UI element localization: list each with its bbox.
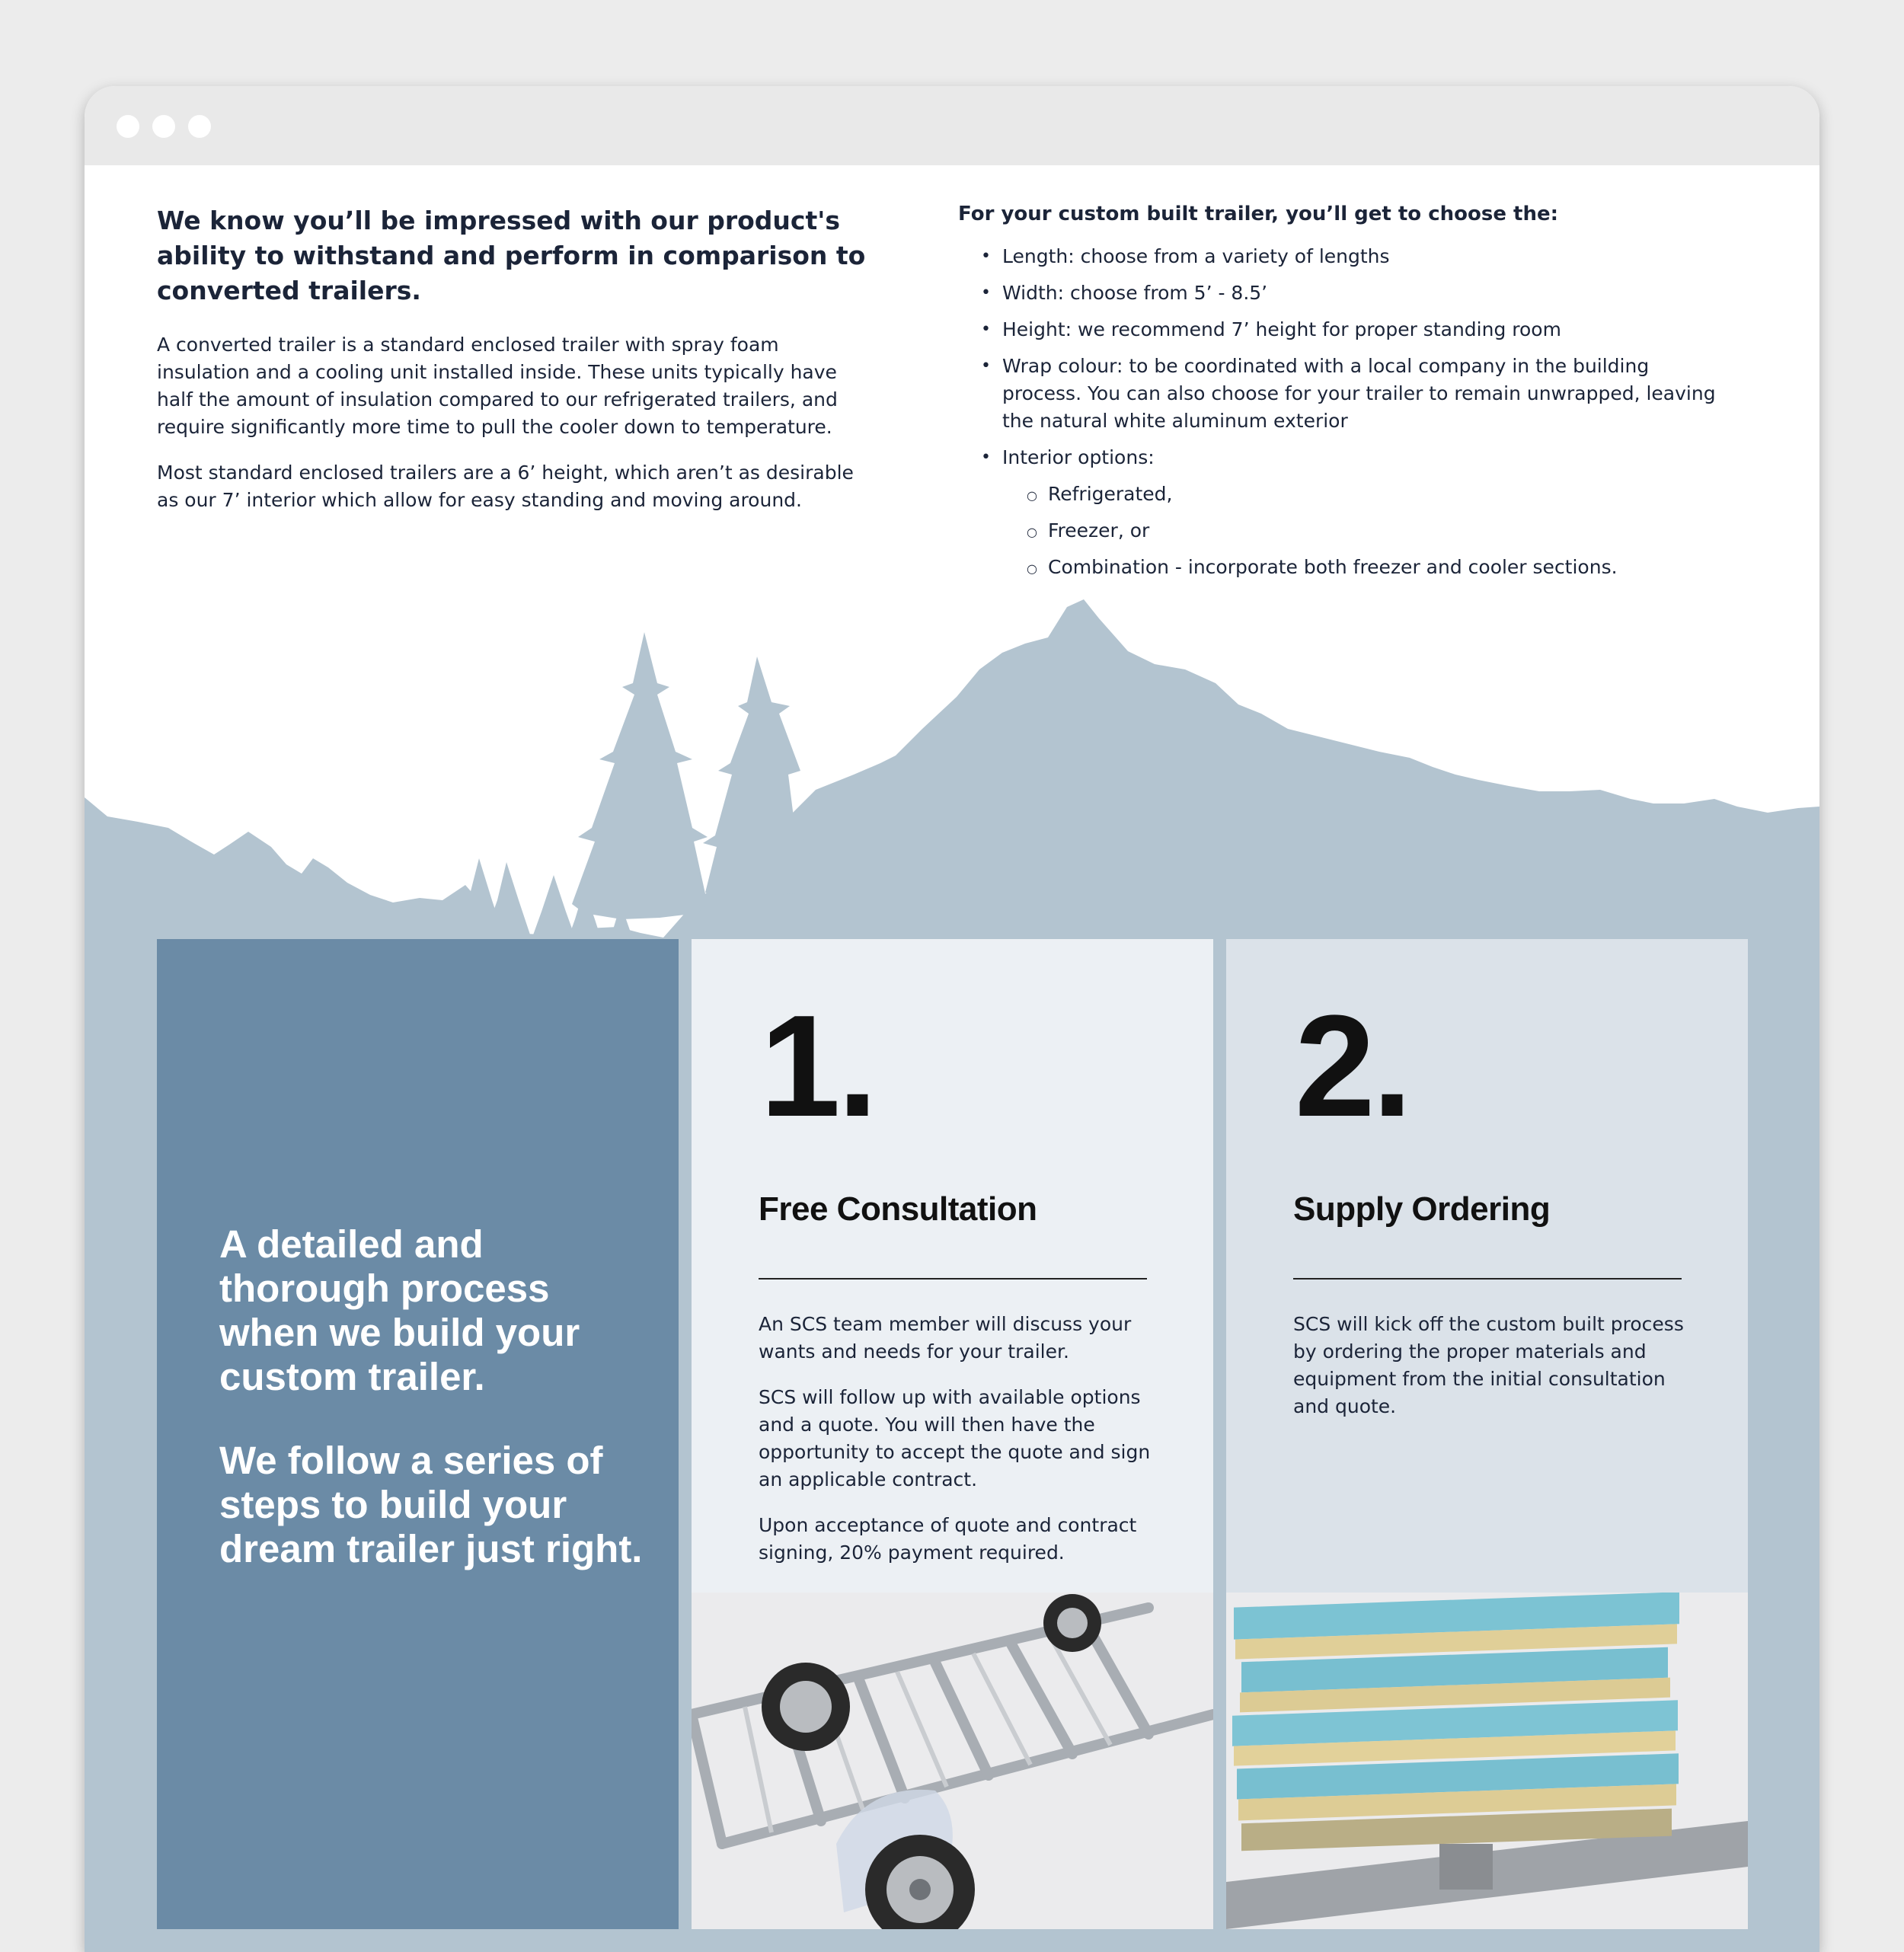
process-headline bbox=[219, 1222, 646, 1611]
trailer-chassis-illustration bbox=[692, 1593, 1213, 1929]
intro-paragraph: Most standard enclosed trailers are a 6’ height, which aren’t as desirable as our 7’ interior which allow for easy standing and moving around. bbox=[157, 462, 854, 511]
options-column bbox=[958, 200, 1720, 590]
process-intro-panel bbox=[157, 939, 679, 1929]
step-card-1 bbox=[692, 939, 1213, 1929]
divider bbox=[1293, 1278, 1682, 1280]
step-paragraph: Upon acceptance of quote and contract signing, 20% payment required. bbox=[759, 1514, 1137, 1564]
interior-option-item: ○ Combination - incorporate both freezer and cooler sections. bbox=[1027, 554, 1720, 581]
step-description bbox=[1293, 1311, 1689, 1439]
step-title: Supply Ordering bbox=[1293, 1190, 1551, 1228]
window-titlebar bbox=[85, 86, 1819, 165]
intro-heading: We know you’ll be impressed with our product's ability to withstand and perform in comparison to converted trailers. bbox=[157, 206, 866, 305]
insulation-panels-illustration bbox=[1226, 1593, 1748, 1929]
page-content bbox=[85, 165, 1819, 1952]
process-headline-2: We follow a series of steps to build your dream trailer just right. bbox=[219, 1439, 643, 1570]
option-item: • Wrap colour: to be coordinated with a local company in the building process. You can also choose for your trailer to remain unwrapped, leaving the natural white aluminum exterior bbox=[981, 353, 1720, 435]
step-description bbox=[759, 1311, 1155, 1585]
step-number: 2. bbox=[1295, 986, 1410, 1147]
option-item-label: Interior options: bbox=[1002, 446, 1155, 468]
option-item: • Height: we recommend 7’ height for proper standing room bbox=[981, 316, 1720, 343]
step-title: Free Consultation bbox=[759, 1190, 1037, 1228]
options-list bbox=[958, 243, 1720, 581]
interior-options-list bbox=[1002, 481, 1720, 581]
trailer-chassis-photo bbox=[692, 1593, 1213, 1929]
intro-paragraph: A converted trailer is a standard enclosed trailer with spray foam insulation and a cooling unit installed inside. These units typically have half the amount of insulation compared to our refrigerated trailers, and require significantly more time to pull the cooler down to temperature. bbox=[157, 334, 838, 438]
step-paragraph: SCS will follow up with available options and a quote. You will then have the opportunity to accept the quote and sign an applicable contract. bbox=[759, 1386, 1151, 1490]
interior-option-item: ○ Refrigerated, bbox=[1027, 481, 1720, 508]
option-item: • Length: choose from a variety of lengths bbox=[981, 243, 1720, 270]
interior-option-item: ○ Freezer, or bbox=[1027, 517, 1720, 545]
option-item: • Width: choose from 5’ - 8.5’ bbox=[981, 280, 1720, 307]
option-item-interior bbox=[981, 444, 1720, 581]
step-card-2 bbox=[1226, 939, 1748, 1929]
window-control-dot[interactable] bbox=[117, 115, 139, 138]
insulation-panels-photo bbox=[1226, 1593, 1748, 1929]
browser-window bbox=[85, 86, 1819, 1952]
step-paragraph: An SCS team member will discuss your wants and needs for your trailer. bbox=[759, 1313, 1132, 1363]
step-number: 1. bbox=[760, 986, 875, 1147]
intro-column bbox=[157, 203, 869, 532]
window-control-dot[interactable] bbox=[152, 115, 175, 138]
divider bbox=[759, 1278, 1147, 1280]
step-paragraph: SCS will kick off the custom built process by ordering the proper materials and equipment from the initial consultation and quote. bbox=[1293, 1313, 1684, 1417]
options-heading: For your custom built trailer, you’ll get to choose the: bbox=[958, 203, 1558, 225]
window-control-dot[interactable] bbox=[188, 115, 211, 138]
process-headline-1: A detailed and thorough process when we build your custom trailer. bbox=[219, 1222, 580, 1398]
